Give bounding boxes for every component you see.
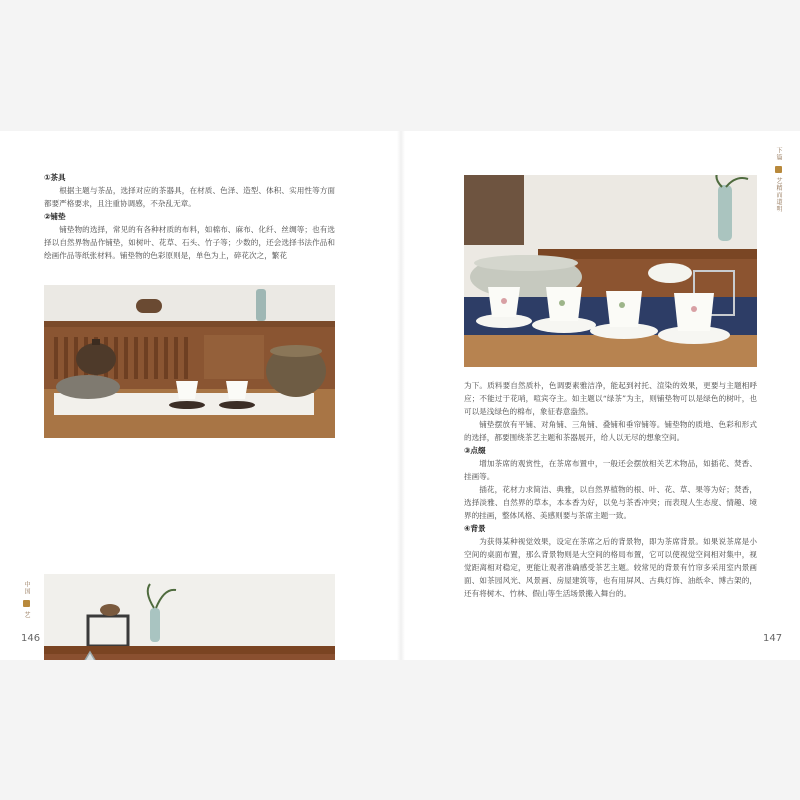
seal-icon [775,166,782,173]
photo-painted-cups [464,175,757,367]
paragraph-decoration: 增加茶席的观赏性，在茶席布置中，一般还会摆放相关艺术物品，如插花、焚香、挂画等。 [464,459,757,481]
page-number-right: 147 [763,633,783,644]
page-number-left: 146 [21,633,41,644]
heading-decoration: ③点缀 [464,446,486,455]
heading-background: ④背景 [464,524,486,533]
right-page-text [464,379,757,600]
heading-mat: ②铺垫 [44,212,66,221]
paragraph-mat: 铺垫物的选择，常见的有各种材质的布料，如棉布、麻布、化纤、丝绸等；也有选择以自然界物品作铺垫，如树叶、花草、石头、竹子等；少数的，还会选择书法作品和绘画作品等纸张材料。铺垫物的色彩原则是，单色为上，碎花次之，繁花 [44,225,335,260]
side-label-right [774,147,783,213]
paragraph-mat-layout: 铺垫摆放有平铺、对角铺、三角铺、叠铺和垂帘铺等。铺垫物的质地、色彩和形式的选择，都要围绕茶艺主题和茶器展开，给人以无尽的想象空间。 [464,420,757,442]
paragraph-mat-continued: 为下。质料要自然质朴，色调要素雅洁净，能起到衬托、渲染的效果，更要与主题相呼应；不能过于花哨，喧宾夺主。如主题以“绿茶”为主，则铺垫物可以是绿色的树叶，也可以是浅绿色的棉布，象征春意盎然。 [464,381,757,416]
book-spread [0,131,800,660]
side-label-left [22,581,31,619]
side-label-right-a: 下篇 [775,147,782,161]
side-label-right-b: 艺精而道明 [775,177,782,213]
paragraph-background: 为获得某种视觉效果，设定在茶席之后的背景物，即为茶席背景。如果说茶席是小空间的桌面布置，那么背景物则是大空间的格局布置，它可以使视觉空间相对集中，视觉距离相对稳定，更能让观者准确感受茶艺主题。较常见的背景有竹帘多采用室内景画面、如茶园风光、风景画、房屋建筑等，也有用屏风、古典灯饰、油纸伞、博古架的，还有将树木、竹林、假山等生活场景搬入舞台的。 [464,537,757,598]
photo-teapot-with-cups [44,285,335,438]
side-label-left-b: 艺 [23,611,30,619]
side-label-left-a: 中国 [23,581,30,595]
paragraph-tea-set: 根据主题与茶品，选择对应的茶器具，在材质、色泽、造型、体积、实用性等方面都要严格要求，且注重协调感，不杂乱无章。 [44,186,335,208]
photo-glass-ewer-with-bowl [44,574,335,660]
paragraph-flower-incense: 插花，花材力求简洁、典雅，以自然界植物的根、叶、花、草、果等为好；焚香，选择淡雅、自然界的草本，本本香为好，以免与茶香冲突；而表现人生态度、情趣、境界的挂画，整体风格、美感则要与茶席主题一致。 [464,485,757,520]
seal-icon [23,600,30,607]
heading-tea-set: ①茶具 [44,173,66,182]
left-page-text [44,171,335,262]
